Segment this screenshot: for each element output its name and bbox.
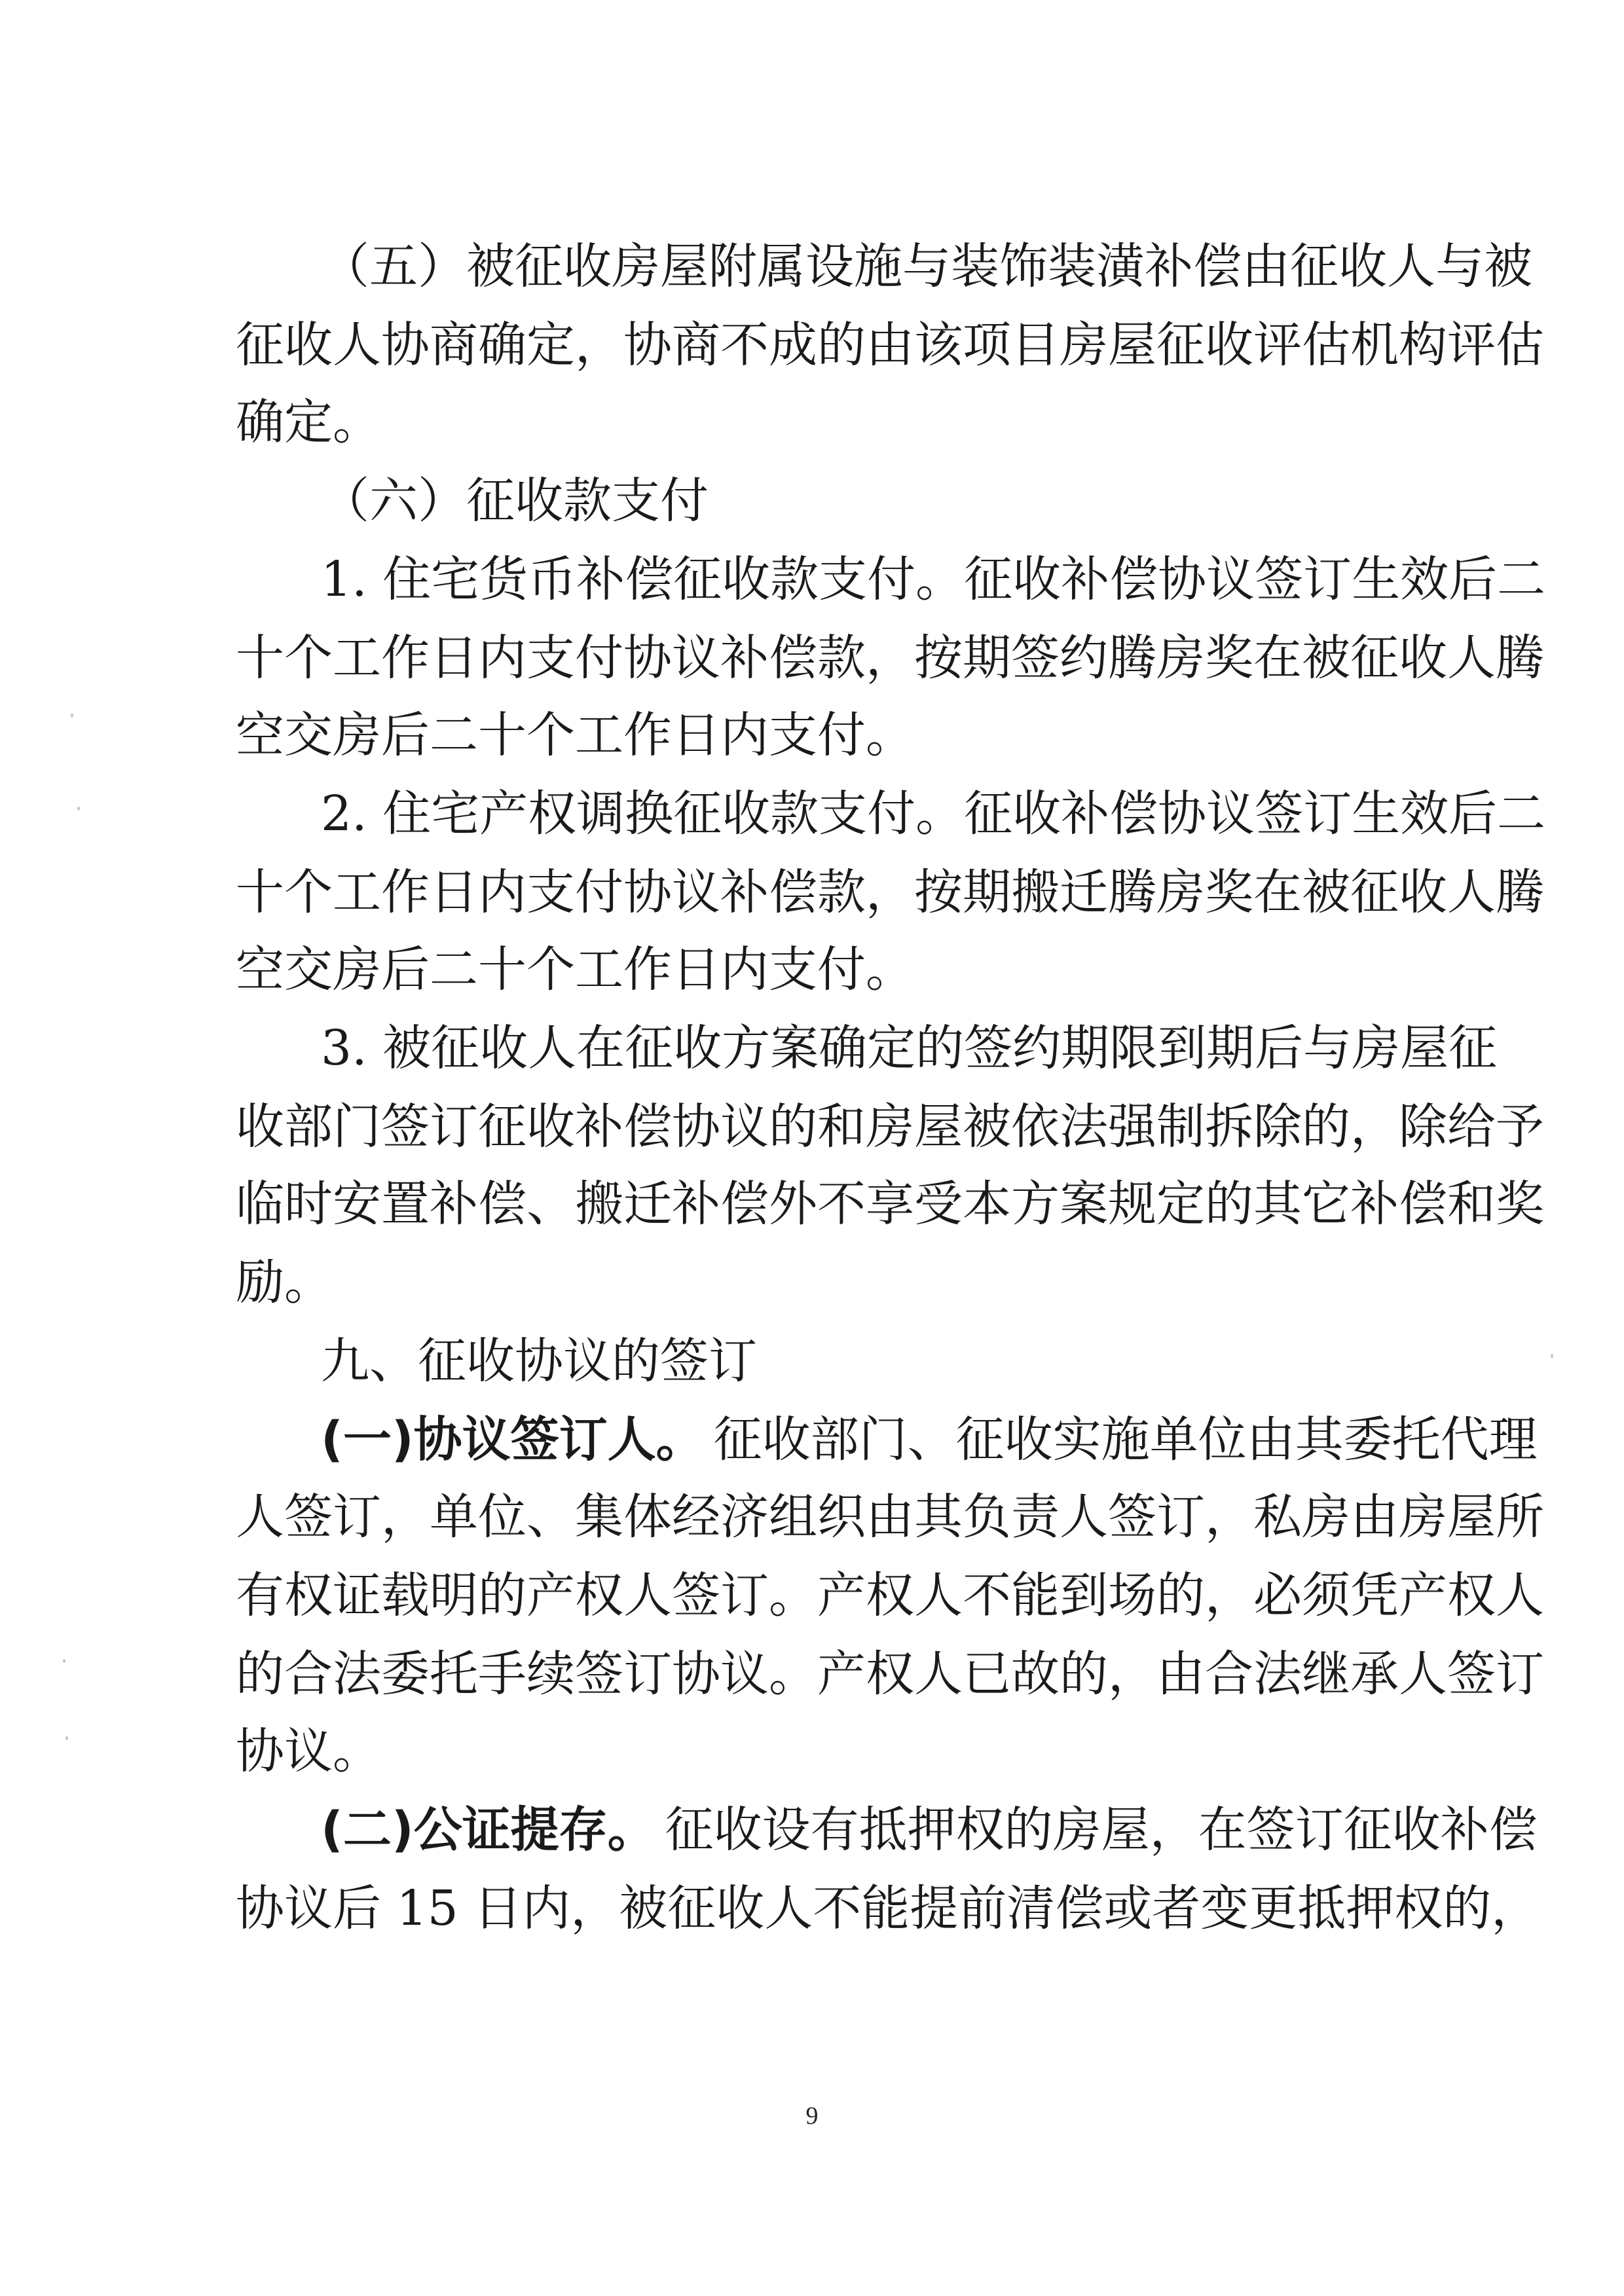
agreement-signer-line-2: 人签订，单位、集体经济组织由其负责人签订，私房由房屋所 [236, 1489, 1544, 1545]
item-1-line-2: 十个工作日内支付协议补偿款，按期签约腾房奖在被征收人腾 [236, 630, 1544, 686]
paragraph-5-line-3: 确定。 [236, 394, 381, 450]
item-1-line-3: 空交房后二十个工作日内支付。 [236, 707, 914, 763]
item-2-line-1: 2. 住宅产权调换征收款支付。征收补偿协议签订生效后二 [321, 786, 1546, 842]
item-3-line-3: 临时安置补偿、搬迁补偿外不享受本方案规定的其它补偿和奖 [236, 1176, 1544, 1232]
item-1-line-1: 1. 住宅货币补偿征收款支付。征收补偿协议签订生效后二 [321, 551, 1546, 608]
scan-speck [63, 1659, 65, 1663]
item-3-line-1: 3. 被征收人在征收方案确定的签约期限到期后与房屋征 [321, 1020, 1498, 1076]
agreement-signer-line-4: 的合法委托手续签订协议。产权人已故的，由合法继承人签订 [236, 1646, 1544, 1702]
notarization-text: 征收设有抵押权的房屋，在签订征收补偿 [665, 1802, 1538, 1858]
notarization-line-2: 协议后 15 日内，被征收人不能提前清偿或者变更抵押权的， [236, 1880, 1540, 1937]
scan-speck [71, 714, 73, 718]
notarization-lead: (二)公证提存。 [321, 1802, 656, 1858]
item-2-line-3: 空交房后二十个工作日内支付。 [236, 941, 914, 998]
scan-speck [65, 1736, 68, 1740]
scan-speck [77, 807, 80, 811]
item-2-line-2: 十个工作日内支付协议补偿款，按期搬迁腾房奖在被征收人腾 [236, 864, 1544, 920]
paragraph-5-line-1: （五）被征收房屋附属设施与装饰装潢补偿由征收人与被 [321, 238, 1532, 295]
item-3-line-2: 收部门签订征收补偿协议的和房屋被依法强制拆除的，除给予 [236, 1099, 1544, 1155]
section-6-heading: （六）征收款支付 [321, 473, 709, 529]
notarization-line-1 [321, 1802, 1538, 1858]
agreement-signer-text: 征收部门、征收实施单位由其委托代理 [713, 1412, 1538, 1468]
scan-speck [1551, 1354, 1553, 1358]
agreement-signer-line-5: 协议。 [236, 1723, 381, 1779]
agreement-signer-line-1 [321, 1412, 1538, 1468]
paragraph-5-line-2: 征收人协商确定，协商不成的由该项目房屋征收评估机构评估 [236, 317, 1544, 373]
section-9-heading: 九、征收协议的签订 [321, 1333, 757, 1389]
page-number: 9 [805, 2102, 819, 2130]
agreement-signer-lead: (一)协议签订人。 [321, 1412, 705, 1468]
agreement-signer-line-3: 有权证载明的产权人签订。产权人不能到场的，必须凭产权人 [236, 1567, 1544, 1624]
item-3-line-4: 励。 [236, 1254, 333, 1311]
